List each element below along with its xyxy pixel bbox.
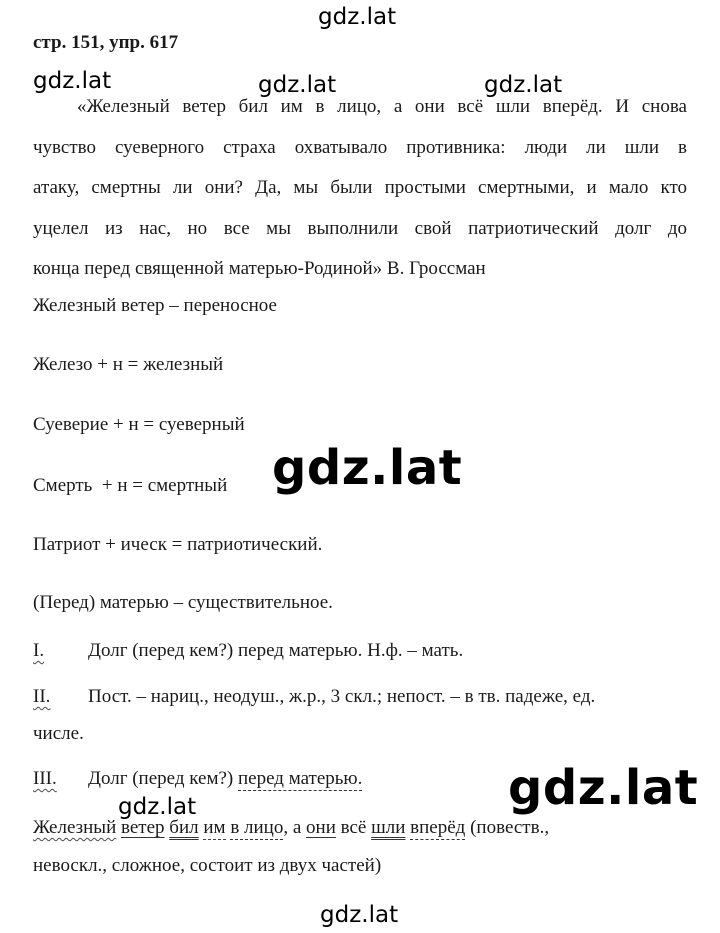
word-formation-line: Суеверие + н = суеверный [33,414,245,435]
part-of-speech-line: (Перед) матерью – существительное. [33,592,333,613]
analysis-step-text: Долг (перед кем?) перед матерью. Н.ф. – мать. [88,640,464,661]
subject-word: ветер [121,817,165,838]
predicate-word: бил [169,817,199,838]
analysis-step-text-continued: числе. [33,723,84,744]
analysis-plain-part: Долг (перед кем?) [88,768,238,789]
watermark-right-large: gdz.lat [508,760,699,816]
watermark-middle-large: gdz.lat [272,440,463,496]
predicate-word: шли [371,817,406,838]
punctuation: , а [283,817,307,838]
adverbial-word: вперёд [410,817,466,838]
word-formation-line: Железо + н = железный [33,354,224,375]
quote-line: конца перед священной матерью-Родиной» В. Гроссман [33,258,486,279]
watermark-bottom: gdz.lat [320,902,399,928]
word-formation-line: Патриот + ическ = патриотический. [33,534,323,555]
quote-line: «Железный ветер бил им в лицо, а они всё шли вперёд. И снова [77,96,687,117]
exercise-header: стр. 151, упр. 617 [33,32,179,53]
watermark-row1-left: gdz.lat [33,68,112,94]
analysis-step-number: I. [33,640,45,661]
sentence-characteristics: (повеств., [465,817,550,838]
analysis-step-number: III. [33,768,57,789]
analysis-step-text: Пост. – нариц., неодуш., ж.р., 3 скл.; непост. – в тв. падеже, ед. [88,686,596,707]
analysis-step-number: II. [33,686,51,707]
object-word: им [203,817,226,838]
quote-line: уцелел из нас, но все мы выполнили свой патриотический долг до [33,217,687,239]
watermark-top: gdz.lat [318,4,397,30]
quote-paragraph [33,87,687,290]
word-formation-line: Смерть + н = смертный [33,475,228,496]
analysis-step-text [88,768,362,790]
attribute-word: Железный [33,817,117,838]
punctuation: всё [335,817,372,838]
watermark-row1-center: gdz.lat [258,72,337,98]
sentence-member-underlined: перед матерью. [238,768,363,789]
subject-word: они [306,817,336,838]
watermark-row1-right: gdz.lat [484,72,563,98]
quote-line: атаку, смертны ли они? Да, мы были простыми смертными, и мало кто [33,177,687,198]
figurative-meaning-line: Железный ветер – переносное [33,295,277,316]
sentence-characteristics-continued: невоскл., сложное, состоит из двух частей) [33,855,382,876]
watermark-left-lower: gdz.lat [118,794,197,820]
quote-line: чувство суеверного страха охватывало противника: люди ли шли в [33,136,687,158]
parsed-sentence-line [33,817,549,839]
adverbial-word: в лицо [230,817,284,838]
